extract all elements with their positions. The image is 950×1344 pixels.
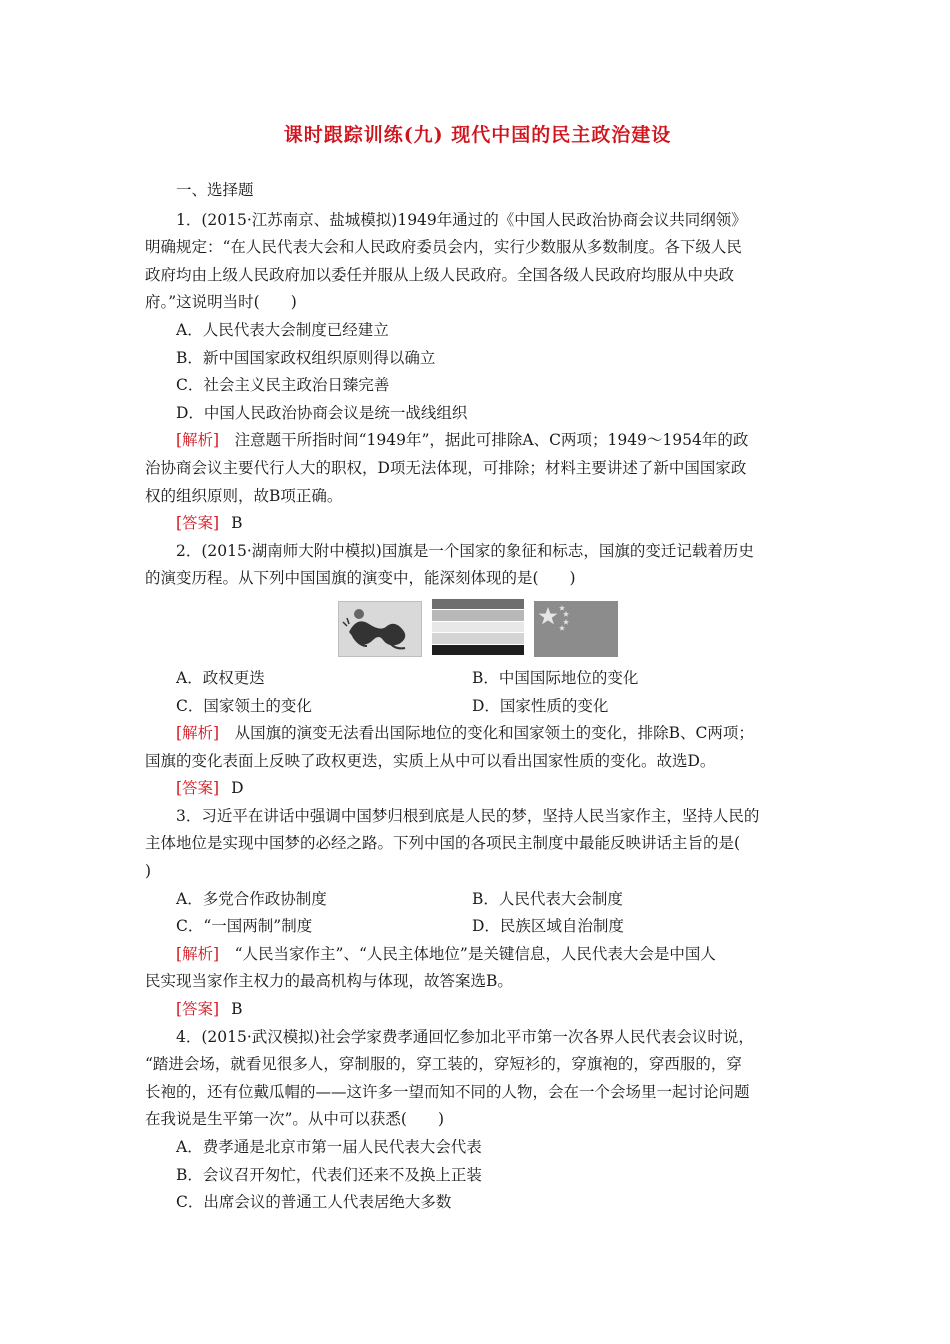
answer-tag: [答案]: [176, 514, 220, 533]
question-2-line: 2．(2015·湖南师大附中模拟)国旗是一个国家的象征和标志，国旗的变迁记载着历史: [176, 541, 754, 560]
question-1-option-b: B．新中国国家政权组织原则得以确立: [176, 348, 436, 367]
question-3-option-b: B．人民代表大会制度: [472, 889, 623, 908]
question-2-options-row: [145, 665, 810, 693]
question-1-analysis-line: 治协商会议主要代行人大的职权，D项无法体现，可排除；材料主要讲述了新中国国家政: [145, 458, 747, 477]
question-3-analysis: [145, 941, 810, 969]
question-2: [145, 538, 810, 803]
question-2-answer: [145, 775, 810, 803]
question-2-options-row: [145, 693, 810, 721]
question-4-option-c: C．出席会议的普通工人代表居绝大多数: [176, 1193, 452, 1212]
question-1-line: 1．(2015·江苏南京、盐城模拟)1949年通过的《中国人民政治协商会议共同纲领》: [176, 210, 747, 229]
answer-tag: [答案]: [176, 1000, 220, 1019]
question-1-line: 府。”这说明当时( ): [145, 293, 297, 312]
answer-value: B: [231, 514, 243, 533]
question-2-option-d: D．国家性质的变化: [472, 696, 609, 715]
question-3: [145, 803, 810, 1024]
question-1-option-d: D．中国人民政治协商会议是统一战线组织: [176, 403, 468, 422]
question-2-option-c: C．国家领土的变化: [176, 696, 312, 715]
question-1: [145, 207, 810, 538]
page-title: 课时跟踪训练(九) 现代中国的民主政治建设: [283, 124, 672, 146]
question-2-line: 的演变历程。从下列中国国旗的演变中，能深刻体现的是( ): [145, 569, 576, 588]
question-3-option-d: D．民族区域自治制度: [472, 917, 624, 936]
question-1-answer: [145, 510, 810, 538]
question-3-analysis-line: 民实现当家作主权力的最高机构与体现，故答案选B。: [145, 972, 513, 991]
analysis-text: 从国旗的演变无法看出国际地位的变化和国家领土的变化，排除B、C两项；: [234, 724, 754, 743]
question-1-option-a: A．人民代表大会制度已经建立: [176, 320, 389, 339]
question-3-line: 3．习近平在讲话中强调中国梦归根到底是人民的梦，坚持人民当家作主，坚持人民的: [176, 806, 760, 825]
section-heading: 一、选择题: [176, 181, 254, 199]
question-4-line: 长袍的，还有位戴瓜帽的——这许多一望而知不同的人物，会在一个会场里一起讨论问题: [145, 1082, 750, 1101]
analysis-text: “人民当家作主”、“人民主体地位”是关键信息，人民代表大会是中国人: [234, 944, 716, 963]
analysis-text: 注意题干所指时间“1949年”，据此可排除A、C两项；1949～1954年的政: [234, 431, 749, 450]
question-3-answer: [145, 996, 810, 1024]
question-3-line: 主体地位是实现中国梦的必经之路。下列中国的各项民主制度中最能反映讲话主旨的是(: [145, 834, 741, 853]
question-3-line: ): [145, 862, 152, 881]
five-star-red-flag-image: [534, 601, 618, 657]
question-3-option-a: A．多党合作政协制度: [176, 889, 327, 908]
qing-dragon-flag-image: [338, 601, 422, 657]
analysis-tag: [解析]: [176, 944, 220, 963]
five-color-flag-image: [432, 599, 524, 655]
answer-tag: [答案]: [176, 779, 220, 798]
question-2-analysis: [145, 720, 810, 748]
question-1-analysis: [145, 427, 810, 455]
dragon-icon: [339, 602, 421, 656]
question-4-option-b: B．会议召开匆忙，代表们还来不及换上正装: [176, 1165, 482, 1184]
question-4-line: 4．(2015·武汉模拟)社会学家费孝通回忆参加北平市第一次各界人民代表会议时说，: [176, 1027, 754, 1046]
analysis-tag: [解析]: [176, 724, 220, 743]
document-page: [145, 120, 810, 1217]
question-1-analysis-line: 权的组织原则，故B项正确。: [145, 486, 343, 505]
question-4-option-a: A．费孝通是北京市第一届人民代表大会代表: [176, 1138, 482, 1156]
answer-value: D: [231, 779, 244, 798]
question-3-option-c: C．“一国两制”制度: [176, 917, 313, 936]
star-icon: [534, 601, 618, 657]
flag-images: [145, 599, 810, 657]
question-1-line: 明确规定：“在人民代表大会和人民政府委员会内，实行少数服从多数制度。各下级人民: [145, 238, 742, 257]
question-2-option-a: A．政权更迭: [176, 668, 265, 687]
question-2-analysis-line: 国旗的变化表面上反映了政权更迭，实质上从中可以看出国家性质的变化。故选D。: [145, 751, 716, 770]
question-3-options-row: [145, 913, 810, 941]
question-2-option-b: B．中国国际地位的变化: [472, 668, 639, 687]
question-1-line: 政府均由上级人民政府加以委任并服从上级人民政府。全国各级人民政府均服从中央政: [145, 265, 735, 284]
question-1-option-c: C．社会主义民主政治日臻完善: [176, 376, 390, 395]
question-4: [145, 1024, 810, 1217]
question-3-options-row: [145, 886, 810, 914]
question-4-line: 在我说是生平第一次”。从中可以获悉( ): [145, 1110, 445, 1129]
question-4-line: “踏进会场，就看见很多人，穿制服的，穿工装的，穿短衫的，穿旗袍的，穿西服的，穿: [145, 1055, 742, 1074]
answer-value: B: [231, 1000, 243, 1019]
analysis-tag: [解析]: [176, 431, 220, 450]
